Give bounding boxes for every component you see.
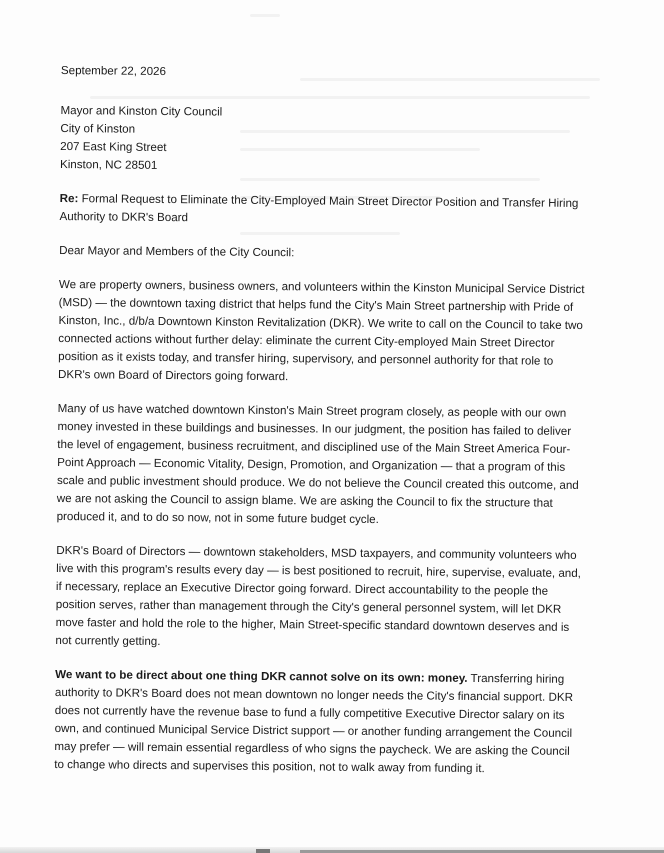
address-line: Kinston, NC 28501 bbox=[59, 157, 158, 172]
body-paragraph: DKR's Board of Directors — downtown stakeholders, MSD taxpayers, and community volunteers who live with this program's results every day — is best positioned to recruit, hire, supervise, evaluate, and, if necessary, replace an Executive Director going forward. Direct accountability to the people the position serves, rather than management through the City's general personnel system, will let DKR move faster and hold the role to the higher, Main Street-specific standard downtown deserves and is not currently getting. bbox=[55, 543, 582, 648]
letter-date: September 22, 2026 bbox=[60, 63, 167, 79]
address-line: 207 East King Street bbox=[60, 139, 167, 155]
emphasis-sentence: We want to be direct about one thing DKR cannot solve on its own: money. bbox=[55, 667, 468, 685]
letter-body bbox=[54, 62, 589, 795]
salutation: Dear Mayor and Members of the City Council: bbox=[59, 243, 295, 260]
bleed-through-mark bbox=[250, 14, 280, 17]
scan-edge-mark bbox=[256, 849, 270, 853]
subject-text: Formal Request to Eliminate the City-Employed Main Street Director Position and Transfer Hiring Authority to DKR's Board bbox=[59, 192, 579, 225]
body-paragraph: We are property owners, business owners, and volunteers within the Kinston Municipal Service District (MSD) — the downtown taxing district that helps fund the City's Main Street partnership with Pride of Kinston, Inc., d/b/a Downtown Kinston Revitalization (DKR). We write to call on the Council to take two connected actions without further delay: eliminate the current City-employed Main Street Director position as it exists today, and transfer hiring, supervisory, and personnel authority for that role to DKR's own Board of Directors going forward. bbox=[57, 277, 585, 384]
recipient-address bbox=[60, 102, 589, 179]
subject-line bbox=[59, 190, 587, 231]
address-line: City of Kinston bbox=[60, 121, 136, 136]
body-paragraph: Many of us have watched downtown Kinston's Main Street program closely, as people with our own money invested in these buildings and businesses. In our judgment, the position has failed to deliver the level of engagement, business recruitment, and disciplined use of the Main Street America Four-Point Approach — Economic Vitality, Design, Promotion, and Organization — that a program of this scale and public investment should produce. We do not believe the Council created this outcome, and we are not asking the Council to assign blame. We are asking the Council to fix the structure that produced it, and to do so now, not in some future budget cycle. bbox=[56, 401, 579, 527]
paragraph-text: Transferring hiring authority to DKR's Board does not mean downtown no longer needs the City's financial support. DKR does not currently have the revenue base to fund a fully competitive Executive Director salary on its own, and continued Municipal Service District support — or another funding arrangement the Council may prefer — will remain essential regardless of who signs the paycheck. We are asking the Council to change who directs and supervises this position, not to walk away from funding it. bbox=[54, 671, 574, 776]
body-paragraph bbox=[54, 666, 583, 779]
address-line: Mayor and Kinston City Council bbox=[60, 103, 223, 119]
subject-label: Re: bbox=[59, 191, 79, 206]
